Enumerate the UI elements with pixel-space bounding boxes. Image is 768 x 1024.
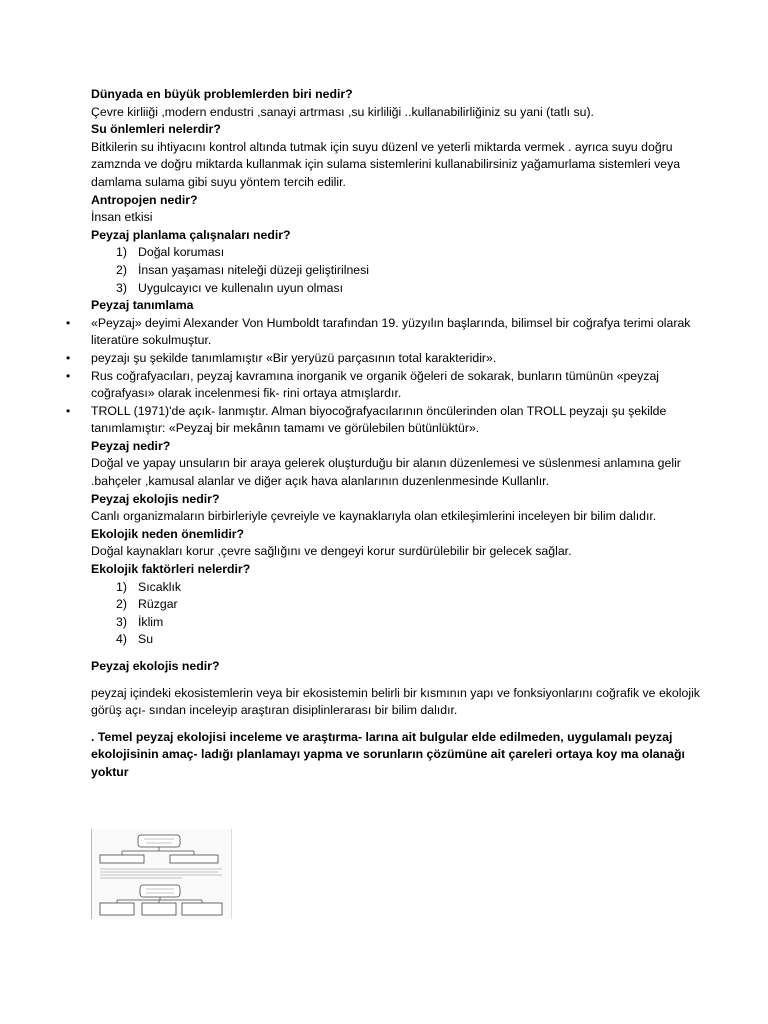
list-item [91, 244, 711, 262]
list-number: 2) [116, 597, 127, 612]
list-item [91, 631, 711, 649]
document-body [66, 86, 711, 782]
answer: Doğal ve yapay unsuların bir araya gelerek oluşturduğu bir alanın düzenlemesi ve süslenmesi anlamına gelir .bahçeler ,kamusal alanlar ve diğer açık hava alanlarının duzenlenmesinde Kullanlır. [91, 456, 681, 489]
list-item-text: İklim [138, 614, 164, 629]
list-item-text: «Peyzaj» deyimi Alexander Von Humboldt tarafından 19. yüzyılın başlarında, bilimsel bir coğrafya terimi olarak literatüre sokulmuştur. [91, 315, 691, 348]
list-item-text: Uygulcayıcı ve kullenalın uyun olması [138, 280, 344, 295]
list-item-text: Doğal koruması [138, 245, 225, 260]
flow-diagram-graphic [92, 829, 231, 919]
list-item-text: Sıcaklık [138, 579, 182, 594]
bullet-icon: • [66, 315, 71, 330]
question: Dünyada en büyük problemlerden biri nedir? [91, 87, 353, 101]
question: Antropojen nedir? [91, 192, 198, 207]
list-number: 4) [116, 632, 127, 647]
closing-paragraph: . Temel peyzaj ekolojisi inceleme ve araştırma- larına ait bulgular elde edilmeden, uygulamalı peyzaj ekolojisinin amaç- ladığı planlamayı yapma ve sorunların çözümüne ait çareleri ortaya koy ma olanağı yoktur [91, 729, 685, 779]
answer: peyzaj içindeki ekosistemlerin veya bir ekosistemin belirli bir kısmının yapı ve fonksiyonlarını coğrafik ve ekolojik görüş açı- sından inceleyip araştıran disiplinlerarası bir bilim dalıdır. [91, 685, 700, 718]
answer: Çevre kirliiği ,modern endustri ,sanayi artrması ,su kirliliği ..kullanabilirliğiniz su yani (tatlı su). [91, 104, 594, 119]
question: Peyzaj ekolojis nedir? [91, 659, 220, 673]
list-number: 3) [116, 614, 127, 629]
list-item [66, 368, 711, 403]
list-item-text: peyzajı şu şekilde tanımlamıştır «Bir yeryüzü parçasının total karakteridir». [91, 350, 497, 365]
list-number: 1) [116, 245, 127, 260]
list-item-text: Su [138, 632, 154, 647]
section-heading: Peyzaj tanımlama [91, 298, 194, 313]
bullet-list [66, 315, 711, 438]
numbered-list [91, 579, 711, 649]
question: Ekolojik neden önemlidir? [91, 526, 245, 541]
bullet-icon: • [66, 368, 71, 383]
bullet-icon: • [66, 350, 71, 365]
list-item [66, 403, 711, 438]
question: Su önlemleri nelerdir? [91, 122, 221, 137]
list-number: 2) [116, 262, 127, 277]
list-item [91, 614, 711, 632]
diagram-image [91, 829, 232, 919]
list-item-text: TROLL (1971)'de açık- lanmıştır. Alman biyocoğrafyacılarının öncülerinden olan TROLL peyzajı şu şekilde tanımlamıştır: «Peyzaj bir mekânın tamamı ve görülebilen bütünlüktür». [91, 403, 667, 436]
list-item [66, 350, 711, 368]
bullet-icon: • [66, 403, 71, 418]
list-number: 3) [116, 280, 127, 295]
list-item-text: Rus coğrafyacıları, peyzaj kavramına inorganik ve organik öğeleri de sokarak, bunların tümünün «peyzaj coğrafyası» olarak incelenmesi fik- rini ortaya atmışlardır. [91, 368, 660, 401]
question: Peyzaj ekolojis nedir? [91, 491, 220, 506]
numbered-list [91, 244, 711, 297]
list-item-text: Rüzgar [138, 597, 178, 612]
answer: Bitkilerin su ihtiyacını kontrol altında tutmak için suyu düzenl ve yeterli miktarda vermek . ayrıca suyu doğru zamznda ve doğru miktarda kullanmak için sulama sistemlerini kullanabilirsiniz yağamurlama sistemleri veya damlama sulama gibi suyu yöntem tercih edilir. [91, 139, 681, 189]
answer: Doğal kaynakları korur ,çevre sağlığını ve dengeyi korur surdürülebilir bir gelecek sağlar. [91, 544, 572, 559]
question: Ekolojik faktörleri nelerdir? [91, 562, 251, 577]
list-item [91, 596, 711, 614]
list-item [91, 280, 711, 298]
answer: Canlı organizmaların birbirleriyle çevreiyle ve kaynaklarıyla olan etkileşimlerini inceleyen bir bilim dalıdır. [91, 509, 657, 524]
list-item [66, 315, 711, 350]
question: Peyzaj nedir? [91, 438, 171, 453]
question: Peyzaj planlama çalışnaları nedir? [91, 227, 291, 242]
list-number: 1) [116, 579, 127, 594]
answer: İnsan etkisi [91, 210, 153, 225]
list-item [91, 579, 711, 597]
list-item-text: İnsan yaşaması niteleği düzeji geliştirilnesi [138, 262, 370, 277]
list-item [91, 262, 711, 280]
